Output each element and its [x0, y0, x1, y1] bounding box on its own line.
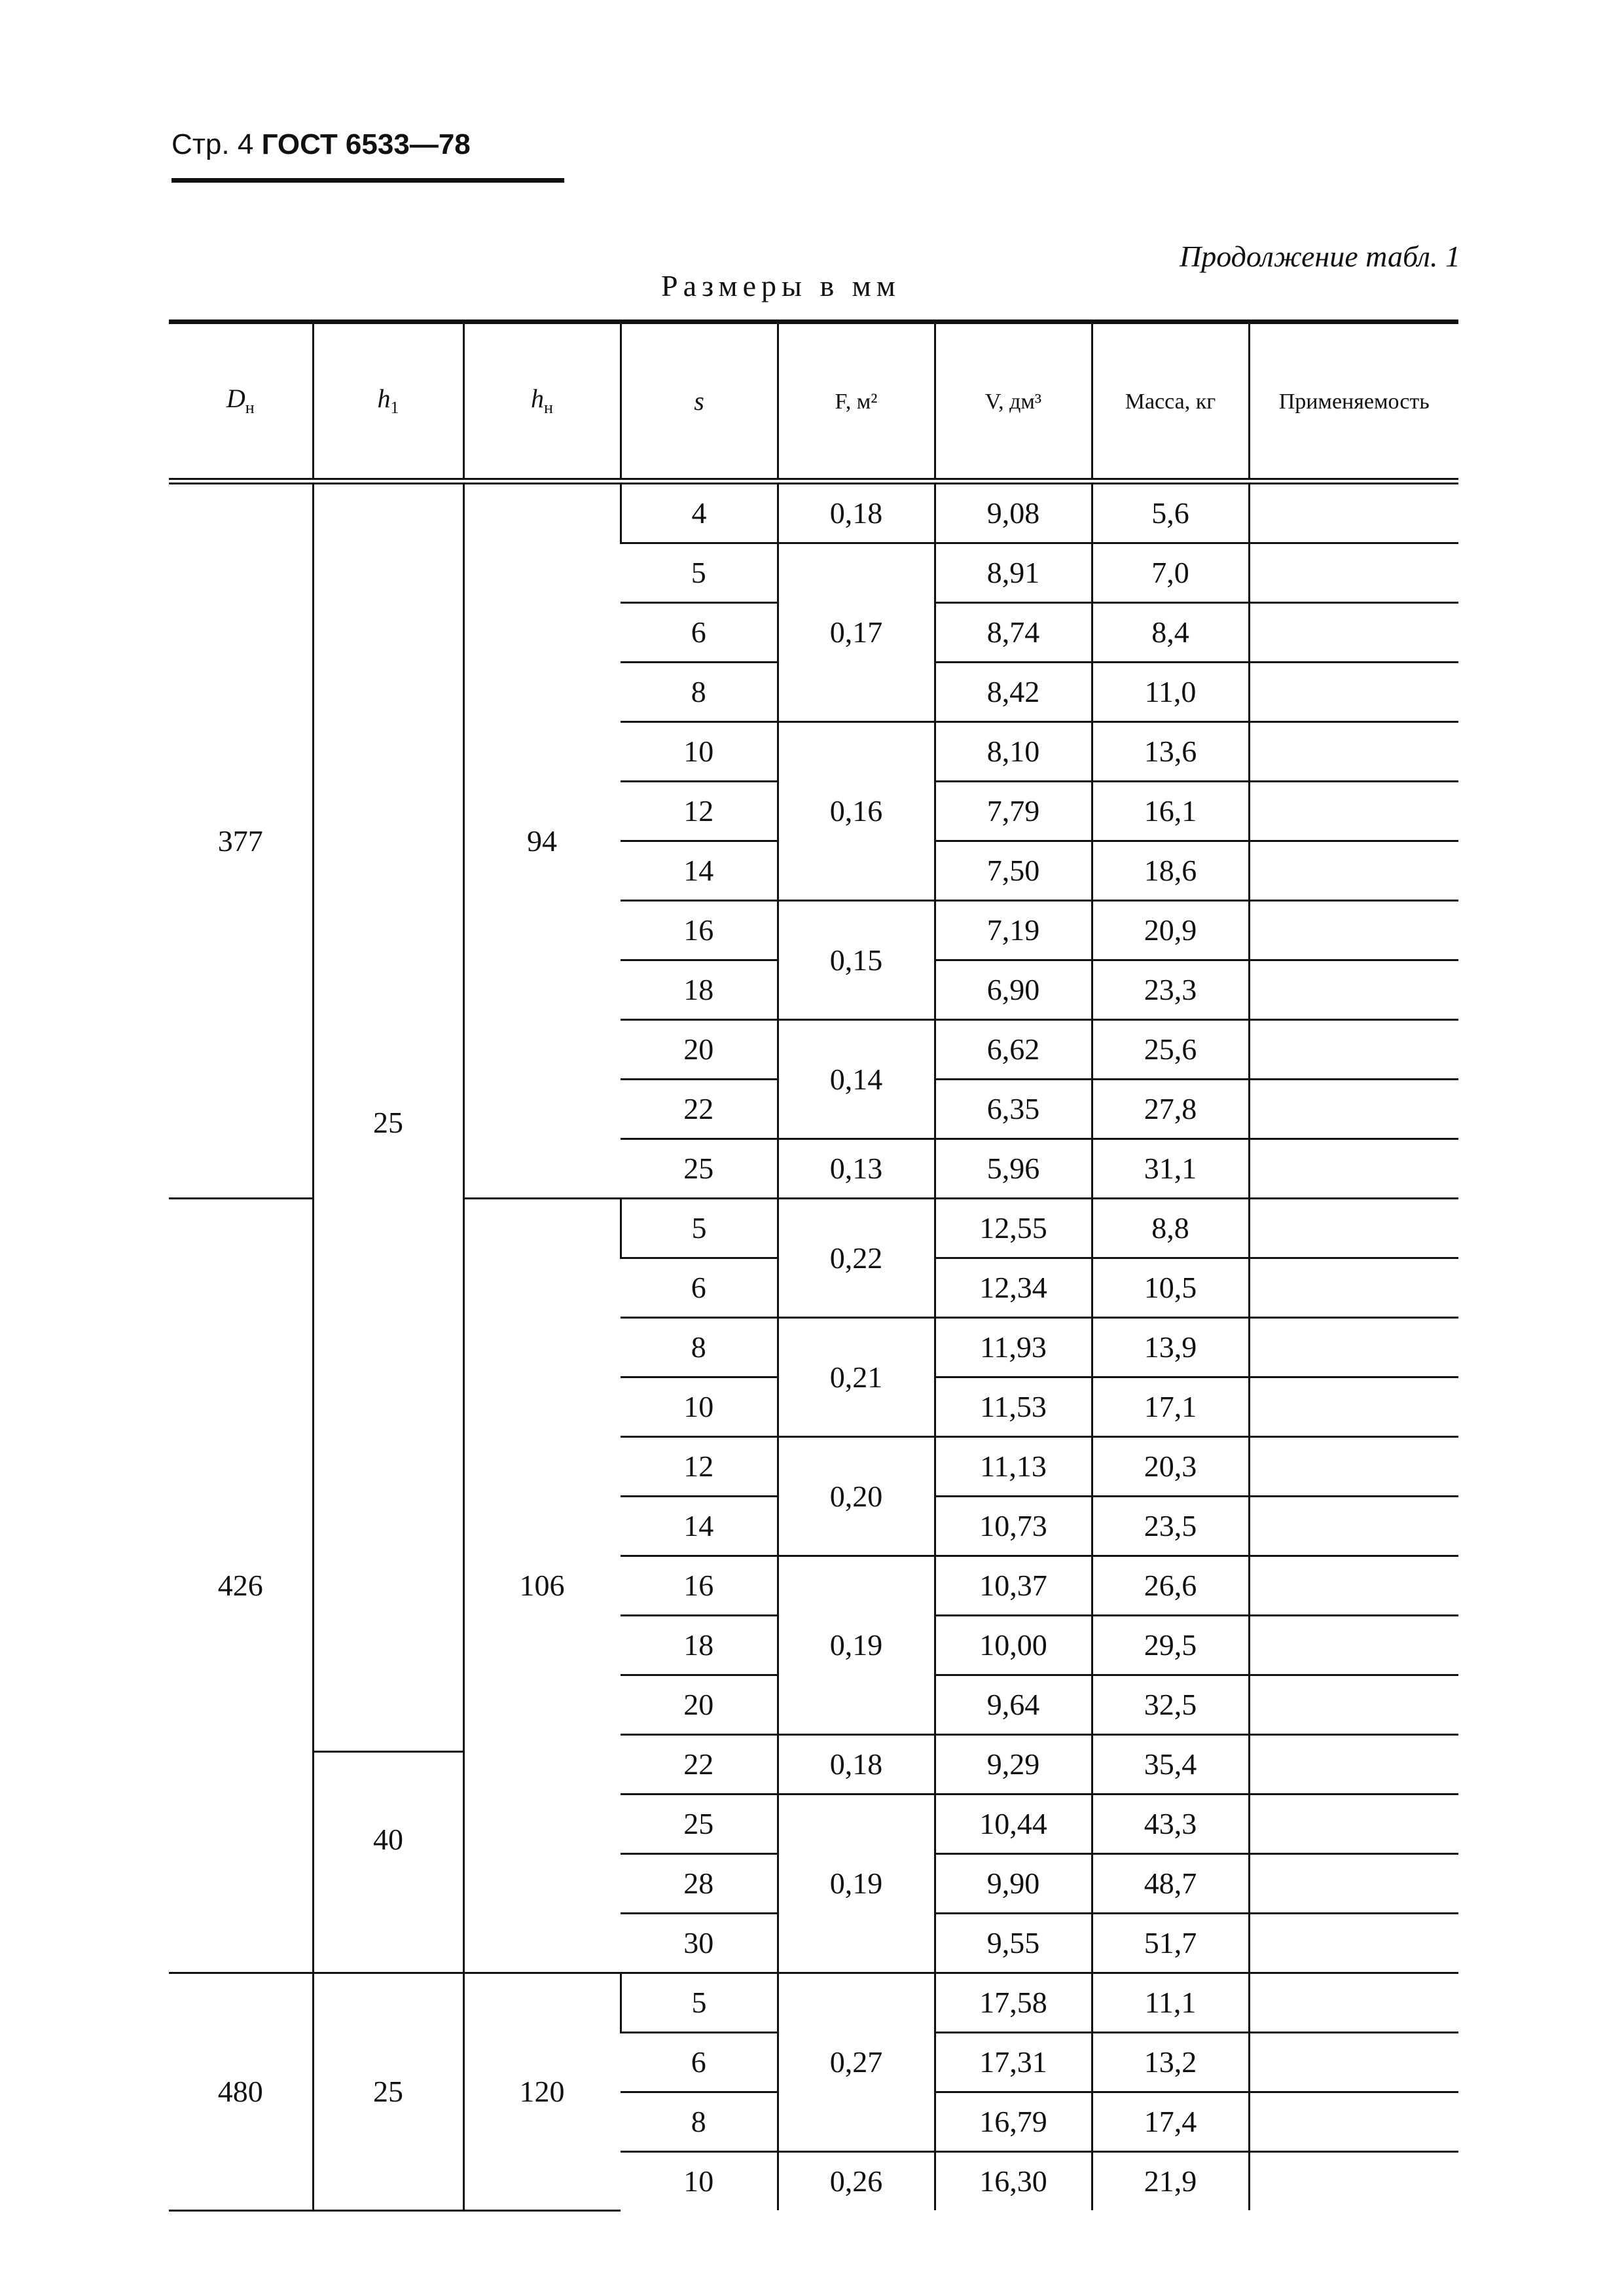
applicability-cell — [1249, 782, 1458, 841]
mass-cell: 5,6 — [1092, 481, 1249, 543]
applicability-cell — [1249, 1795, 1458, 1854]
table-row — [169, 481, 1458, 543]
applicability-cell — [1249, 1735, 1458, 1795]
page-header — [171, 128, 471, 161]
volume-cell: 9,64 — [935, 1675, 1092, 1735]
area-cell: 0,27 — [778, 1973, 935, 2152]
mass-cell: 11,1 — [1092, 1973, 1249, 2033]
applicability-cell — [1249, 1973, 1458, 2033]
volume-cell: 9,08 — [935, 481, 1092, 543]
mass-cell: 20,9 — [1092, 901, 1249, 960]
page-number: Стр. 4 — [171, 128, 254, 160]
mass-cell: 31,1 — [1092, 1139, 1249, 1199]
applicability-cell — [1249, 2152, 1458, 2211]
applicability-cell — [1249, 1258, 1458, 1318]
volume-cell: 6,90 — [935, 960, 1092, 1020]
mass-cell: 8,4 — [1092, 603, 1249, 663]
volume-cell: 6,62 — [935, 1020, 1092, 1080]
s-cell: 20 — [621, 1675, 778, 1735]
applicability-cell — [1249, 1556, 1458, 1616]
volume-cell: 10,00 — [935, 1616, 1092, 1675]
mass-cell: 21,9 — [1092, 2152, 1249, 2211]
h1-cell — [313, 481, 463, 1973]
s-cell: 5 — [621, 543, 778, 603]
volume-cell: 9,90 — [935, 1854, 1092, 1914]
applicability-cell — [1249, 663, 1458, 722]
s-cell: 28 — [621, 1854, 778, 1914]
s-cell: 8 — [621, 2092, 778, 2152]
s-cell: 6 — [621, 2033, 778, 2092]
dimensions-table — [169, 319, 1458, 2212]
mass-cell: 35,4 — [1092, 1735, 1249, 1795]
volume-cell: 12,55 — [935, 1199, 1092, 1258]
volume-cell: 9,29 — [935, 1735, 1092, 1795]
volume-cell: 17,58 — [935, 1973, 1092, 2033]
s-cell: 14 — [621, 1497, 778, 1556]
s-cell: 22 — [621, 1080, 778, 1139]
applicability-cell — [1249, 603, 1458, 663]
s-cell: 20 — [621, 1020, 778, 1080]
applicability-cell — [1249, 1437, 1458, 1497]
mass-cell: 27,8 — [1092, 1080, 1249, 1139]
volume-cell: 8,91 — [935, 543, 1092, 603]
mass-cell: 26,6 — [1092, 1556, 1249, 1616]
mass-cell: 43,3 — [1092, 1795, 1249, 1854]
applicability-cell — [1249, 960, 1458, 1020]
hn-cell: 120 — [463, 1973, 621, 2211]
applicability-cell — [1249, 2033, 1458, 2092]
s-cell: 18 — [621, 1616, 778, 1675]
s-cell: 4 — [621, 481, 778, 543]
s-cell: 8 — [621, 663, 778, 722]
area-cell: 0,22 — [778, 1199, 935, 1318]
col-header-mass: Масса, кг — [1092, 322, 1249, 482]
mass-cell: 23,5 — [1092, 1497, 1249, 1556]
mass-cell: 18,6 — [1092, 841, 1249, 901]
mass-cell: 8,8 — [1092, 1199, 1249, 1258]
s-cell: 12 — [621, 1437, 778, 1497]
applicability-cell — [1249, 481, 1458, 543]
hn-cell: 94 — [463, 481, 621, 1199]
applicability-cell — [1249, 901, 1458, 960]
mass-cell: 11,0 — [1092, 663, 1249, 722]
applicability-cell — [1249, 722, 1458, 782]
s-cell: 5 — [621, 1199, 778, 1258]
s-cell: 16 — [621, 1556, 778, 1616]
volume-cell: 5,96 — [935, 1139, 1092, 1199]
volume-cell: 9,55 — [935, 1914, 1092, 1973]
mass-cell: 48,7 — [1092, 1854, 1249, 1914]
mass-cell: 25,6 — [1092, 1020, 1249, 1080]
volume-cell: 11,93 — [935, 1318, 1092, 1377]
applicability-cell — [1249, 543, 1458, 603]
header-rule — [171, 178, 564, 183]
s-cell: 18 — [621, 960, 778, 1020]
volume-cell: 16,30 — [935, 2152, 1092, 2211]
applicability-cell — [1249, 1914, 1458, 1973]
table-continuation-note: Продолжение табл. 1 — [1180, 240, 1460, 273]
dn-cell: 480 — [169, 1973, 313, 2211]
area-cell: 0,26 — [778, 2152, 935, 2211]
col-header-h1: $h_1$ — [313, 322, 463, 482]
s-cell: 6 — [621, 1258, 778, 1318]
volume-cell: 6,35 — [935, 1080, 1092, 1139]
mass-cell: 29,5 — [1092, 1616, 1249, 1675]
volume-cell: 7,50 — [935, 841, 1092, 901]
area-cell: 0,16 — [778, 722, 935, 901]
mass-cell: 17,1 — [1092, 1377, 1249, 1437]
standard-number: ГОСТ 6533—78 — [261, 128, 471, 160]
volume-cell: 16,79 — [935, 2092, 1092, 2152]
volume-cell: 7,19 — [935, 901, 1092, 960]
mass-cell: 13,6 — [1092, 722, 1249, 782]
area-cell: 0,14 — [778, 1020, 935, 1139]
col-header-volume: V, дм³ — [935, 322, 1092, 482]
area-cell: 0,15 — [778, 901, 935, 1020]
applicability-cell — [1249, 1199, 1458, 1258]
mass-cell: 16,1 — [1092, 782, 1249, 841]
h1-value-40: 40 — [314, 1751, 463, 1927]
s-cell: 5 — [621, 1973, 778, 2033]
applicability-cell — [1249, 1854, 1458, 1914]
s-cell: 16 — [621, 901, 778, 960]
applicability-cell — [1249, 1675, 1458, 1735]
volume-cell: 8,74 — [935, 603, 1092, 663]
s-cell: 25 — [621, 1795, 778, 1854]
col-header-hn: $h_н$ — [463, 322, 621, 482]
volume-cell: 8,10 — [935, 722, 1092, 782]
applicability-cell — [1249, 1020, 1458, 1080]
applicability-cell — [1249, 1616, 1458, 1675]
applicability-cell — [1249, 1497, 1458, 1556]
area-cell: 0,20 — [778, 1437, 935, 1556]
area-cell: 0,18 — [778, 481, 935, 543]
mass-cell: 20,3 — [1092, 1437, 1249, 1497]
s-cell: 10 — [683, 2164, 714, 2198]
dimensions-note: Размеры в мм — [661, 269, 901, 302]
applicability-cell — [1249, 841, 1458, 901]
s-cell: 10 — [621, 1377, 778, 1437]
volume-cell: 12,34 — [935, 1258, 1092, 1318]
s-cell: 30 — [621, 1914, 778, 1973]
s-cell: 10 — [621, 722, 778, 782]
area-cell: 0,13 — [778, 1139, 935, 1199]
mass-cell: 23,3 — [1092, 960, 1249, 1020]
s-cell: 25 — [621, 1139, 778, 1199]
dn-cell: 377 — [169, 481, 313, 1199]
mass-cell: 17,4 — [1092, 2092, 1249, 2152]
dn-cell: 426 — [169, 1199, 313, 1973]
h1-value: 25 — [373, 1106, 403, 1139]
s-cell: 14 — [621, 841, 778, 901]
col-header-s: s — [621, 322, 778, 482]
hn-cell: 106 — [463, 1199, 621, 1973]
mass-cell: 10,5 — [1092, 1258, 1249, 1318]
s-cell: 22 — [621, 1735, 778, 1795]
applicability-cell — [1249, 1318, 1458, 1377]
volume-cell: 11,13 — [935, 1437, 1092, 1497]
volume-cell: 17,31 — [935, 2033, 1092, 2092]
h1-cell: 25 — [313, 1973, 463, 2211]
volume-cell: 11,53 — [935, 1377, 1092, 1437]
applicability-cell — [1249, 2092, 1458, 2152]
area-cell: 0,18 — [778, 1735, 935, 1795]
volume-cell: 10,73 — [935, 1497, 1092, 1556]
volume-cell: 7,79 — [935, 782, 1092, 841]
mass-cell: 32,5 — [1092, 1675, 1249, 1735]
area-cell: 0,19 — [778, 1795, 935, 1973]
applicability-cell — [1249, 1080, 1458, 1139]
area-cell: 0,17 — [778, 543, 935, 722]
area-cell: 0,21 — [778, 1318, 935, 1437]
s-cell: 6 — [621, 603, 778, 663]
s-cell: 8 — [621, 1318, 778, 1377]
area-cell: 0,19 — [778, 1556, 935, 1735]
applicability-cell — [1249, 1377, 1458, 1437]
table-row — [169, 1973, 1458, 2033]
volume-cell: 10,37 — [935, 1556, 1092, 1616]
mass-cell: 7,0 — [1092, 543, 1249, 603]
mass-cell: 13,2 — [1092, 2033, 1249, 2092]
col-header-area: F, м² — [778, 322, 935, 482]
col-header-dn: $D_н$ — [169, 322, 313, 482]
mass-cell: 13,9 — [1092, 1318, 1249, 1377]
volume-cell: 10,44 — [935, 1795, 1092, 1854]
volume-cell: 8,42 — [935, 663, 1092, 722]
applicability-cell — [1249, 1139, 1458, 1199]
mass-cell: 51,7 — [1092, 1914, 1249, 1973]
s-cell: 12 — [621, 782, 778, 841]
col-header-applicability: Применяемость — [1249, 322, 1458, 482]
table-header-row — [169, 322, 1458, 482]
